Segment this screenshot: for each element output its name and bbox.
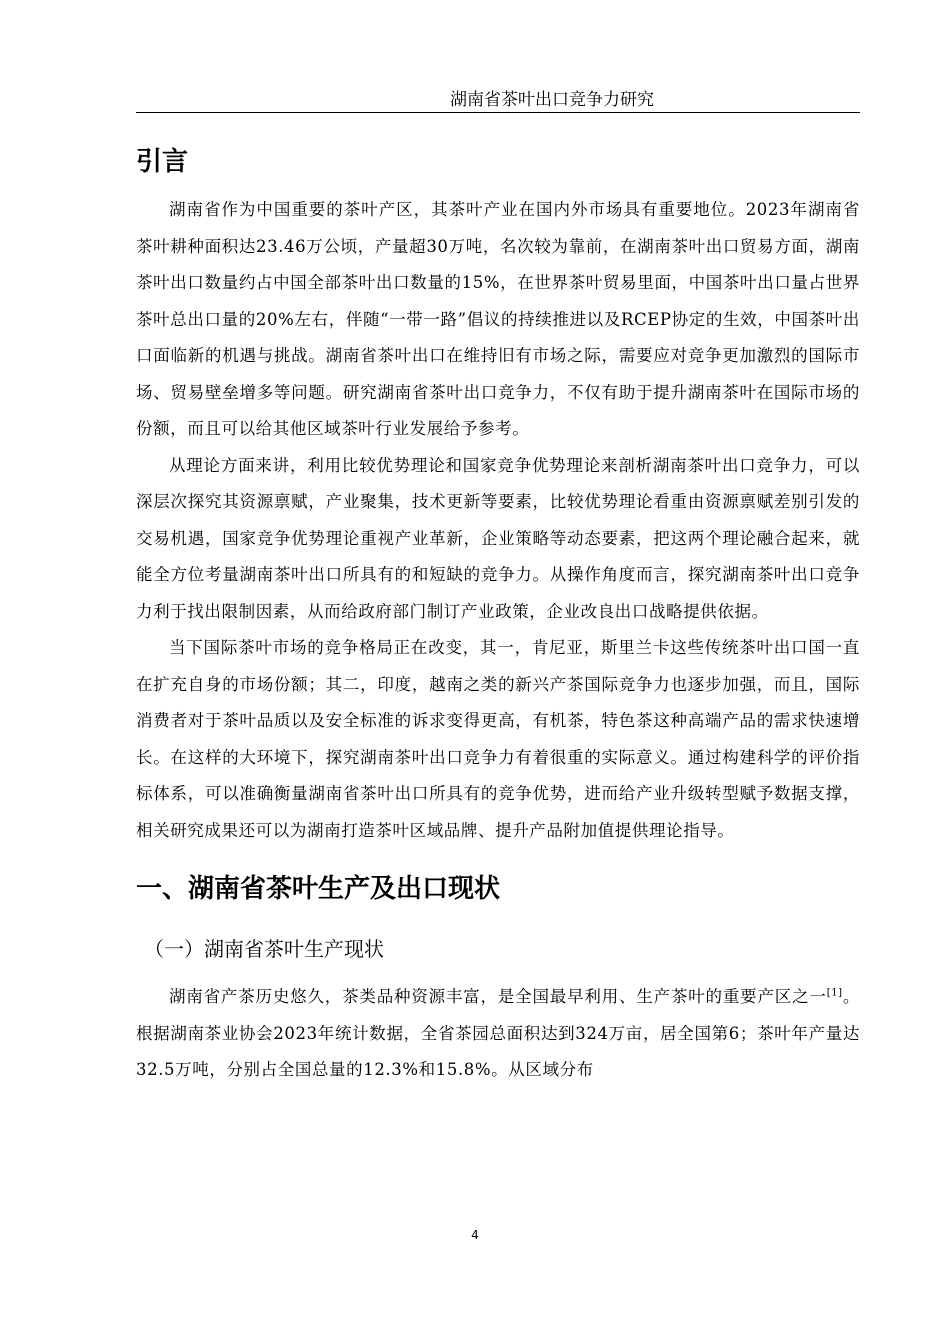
section-heading: （一）湖南省茶叶生产现状 <box>144 937 384 961</box>
page-body <box>136 140 860 1089</box>
section-paragraph-1 <box>136 979 860 1089</box>
chapter-heading: 一、湖南省茶叶生产及出口现状 <box>136 874 501 904</box>
section-paragraph-text-a: 湖南省产茶历史悠久，茶类品种资源丰富，是全国最早利用、生产茶叶的重要产区之一 <box>169 987 827 1006</box>
citation-marker: [1] <box>826 987 843 999</box>
intro-paragraph-2: 从理论方面来讲，利用比较优势理论和国家竞争优势理论来剖析湖南茶叶出口竞争力，可以深层次探究其资源禀赋，产业聚集，技术更新等要素，比较优势理论看重由资源禀赋差别引发的交易机遇，国家竞争优势理论重视产业革新，企业策略等动态要素，把这两个理论融合起来，就能全方位考量湖南茶叶出口所具有的和短缺的竞争力。从操作角度而言，探究湖南茶叶出口竞争力利于找出限制因素，从而给政府部门制订产业政策，企业改良出口战略提供依据。 <box>136 455 860 621</box>
running-title: 湖南省茶叶出口竞争力研究 <box>450 90 654 110</box>
page-number: 4 <box>471 1228 479 1242</box>
running-header <box>136 89 860 111</box>
intro-heading: 引言 <box>136 147 189 177</box>
header-rule <box>136 112 860 113</box>
section-paragraph-text-b: 。根据湖南茶业协会2023年统计数据，全省茶园总面积达到324万亩，居全国第6；茶叶年产量达32.5万吨，分别占全国总量的12.3%和15.8%。从区域分布 <box>136 987 860 1079</box>
intro-paragraph-1: 湖南省作为中国重要的茶叶产区，其茶叶产业在国内外市场具有重要地位。2023年湖南省茶叶耕种面积达23.46万公顷，产量超30万吨，名次较为靠前，在湖南茶叶出口贸易方面，湖南茶叶出口数量约占中国全部茶叶出口数量的15%，在世界茶叶贸易里面，中国茶叶出口量占世界茶叶总出口量的20%左右，伴随“一带一路”倡议的持续推进以及RCEP协定的生效，中国茶叶出口面临新的机遇与挑战。湖南省茶叶出口在维持旧有市场之际，需要应对竞争更加激烈的国际市场、贸易壁垒增多等问题。研究湖南省茶叶出口竞争力，不仅有助于提升湖南茶叶在国际市场的份额，而且可以给其他区域茶叶行业发展给予参考。 <box>136 200 860 438</box>
intro-paragraph-3: 当下国际茶叶市场的竞争格局正在改变，其一，肯尼亚，斯里兰卡这些传统茶叶出口国一直在扩充自身的市场份额；其二，印度，越南之类的新兴产茶国际竞争力也逐步加强，而且，国际消费者对于茶叶品质以及安全标准的诉求变得更高，有机茶，特色茶这种高端产品的需求快速增长。在这样的大环境下，探究湖南茶叶出口竞争力有着很重的实际意义。通过构建科学的评价指标体系，可以准确衡量湖南省茶叶出口所具有的竞争优势，进而给产业升级转型赋予数据支撑，相关研究成果还可以为湖南打造茶叶区域品牌、提升产品附加值提供理论指导。 <box>136 638 860 840</box>
